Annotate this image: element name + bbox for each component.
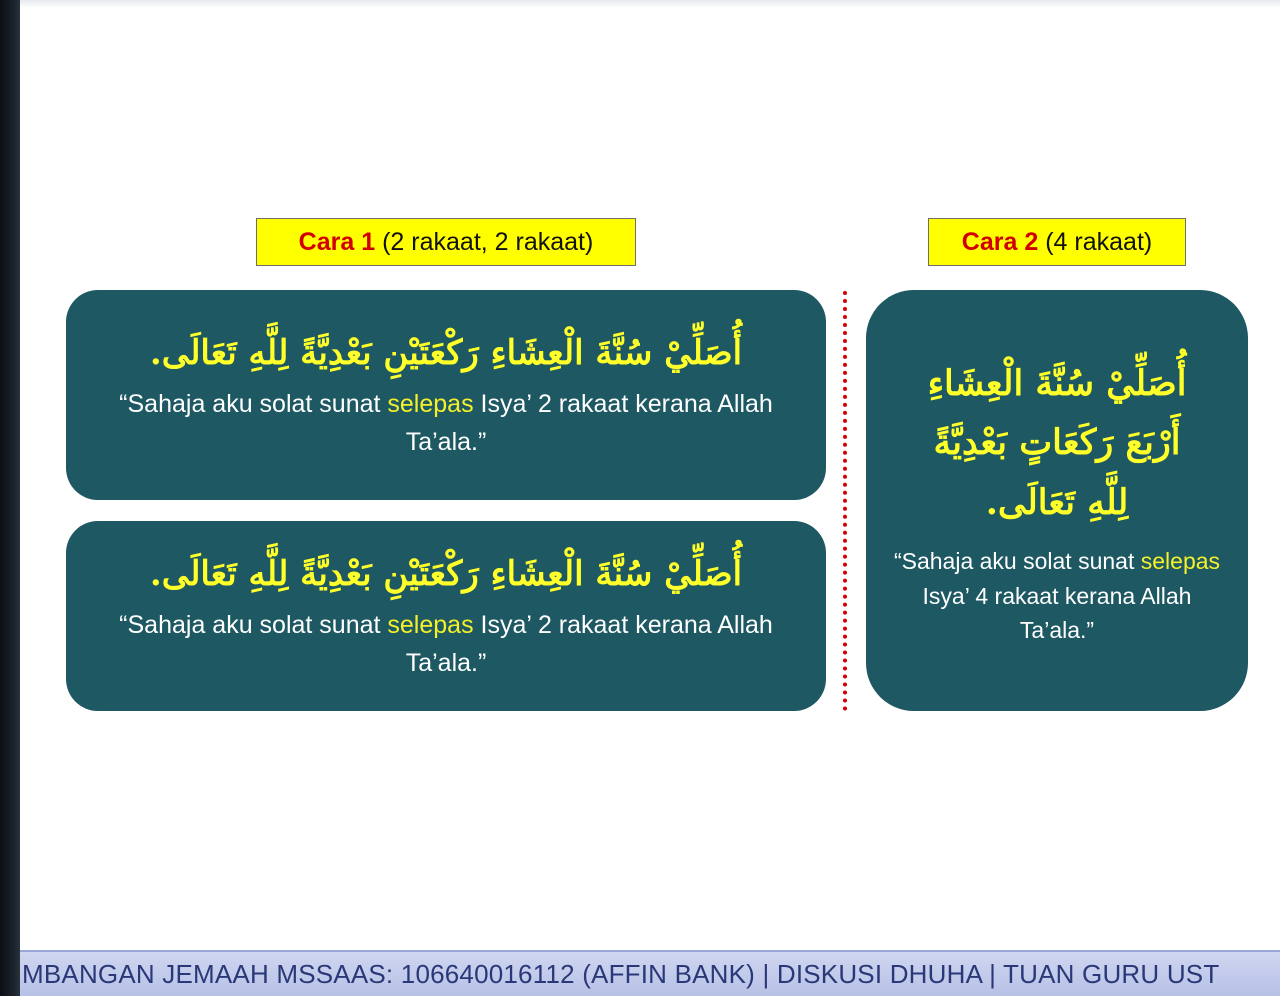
left-window-edge <box>0 0 20 996</box>
arabic-niat-text: أُصَلِّيْ سُنَّةَ الْعِشَاءِ رَكْعَتَيْنِ بَعْدِيَّةً لِلَّهِ تَعَالَى. <box>149 554 743 595</box>
translation-highlight: selepas <box>387 389 474 418</box>
arabic-line-2: أَرْبَعَ رَكَعَاتٍ بَعْدِيَّةً <box>933 422 1181 463</box>
cara-2-label <box>928 218 1186 266</box>
niat-translation <box>892 544 1222 648</box>
cara-2-title: Cara 2 <box>961 227 1039 256</box>
cara-1-label <box>256 218 636 266</box>
dotted-divider <box>843 291 847 711</box>
niat-card-cara2 <box>866 290 1248 711</box>
niat-translation <box>96 606 796 682</box>
cara-2-detail: (4 rakaat) <box>1045 227 1153 256</box>
arabic-line-3: لِلَّهِ تَعَالَى. <box>985 481 1129 523</box>
translation-highlight: selepas <box>387 610 474 639</box>
translation-start: “Sahaja aku solat sunat <box>119 610 388 639</box>
presentation-slide <box>20 8 1280 950</box>
translation-highlight: selepas <box>1140 548 1221 574</box>
cara-1-title: Cara 1 <box>298 227 376 256</box>
arabic-line-1: أُصَلِّيْ سُنَّةَ الْعِشَاءِ <box>927 362 1187 404</box>
arabic-niat-text: أُصَلِّيْ سُنَّةَ الْعِشَاءِ رَكْعَتَيْنِ بَعْدِيَّةً لِلَّهِ تَعَالَى. <box>149 333 743 374</box>
niat-translation <box>96 385 796 461</box>
top-window-strip <box>20 0 1280 8</box>
cara-1-detail: (2 rakaat, 2 rakaat) <box>382 227 594 256</box>
arabic-niat-text <box>928 354 1187 533</box>
translation-start: “Sahaja aku solat sunat <box>119 389 388 418</box>
translation-end: Isya’ 2 rakaat kerana Allah Ta’ala.” <box>405 389 773 456</box>
translation-start: “Sahaja aku solat sunat <box>893 548 1141 574</box>
niat-card-cara1-second <box>66 521 826 711</box>
news-ticker <box>20 950 1280 996</box>
translation-end: Isya’ 2 rakaat kerana Allah Ta’ala.” <box>405 610 773 677</box>
translation-end: Isya’ 4 rakaat kerana Allah Ta’ala.” <box>922 582 1192 643</box>
niat-card-cara1-first <box>66 290 826 500</box>
ticker-text: MBANGAN JEMAAH MSSAAS: 106640016112 (AFFIN BANK) | DISKUSI DHUHA | TUAN GURU UST <box>22 958 1220 989</box>
